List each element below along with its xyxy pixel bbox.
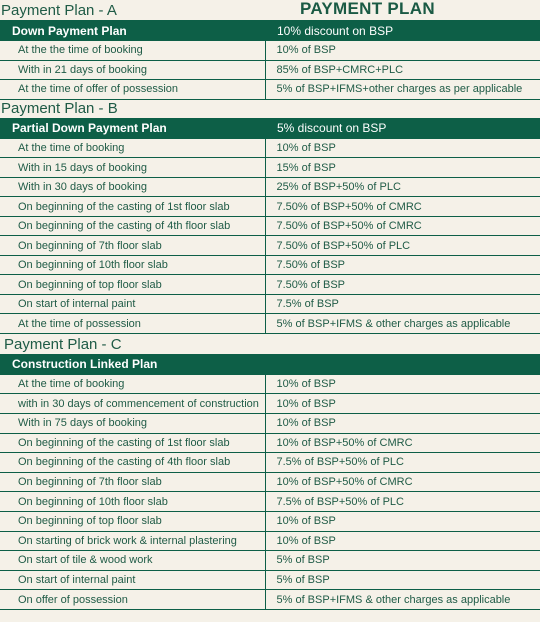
- payment-cell: 10% of BSP: [265, 375, 540, 394]
- milestone-cell: At the time of possession: [0, 314, 265, 334]
- payment-cell: 10% of BSP: [265, 531, 540, 551]
- table-row: [0, 41, 540, 60]
- payment-cell: 7.50% of BSP+50% of CMRC: [265, 197, 540, 217]
- table-row: [0, 158, 540, 178]
- payment-cell: 7.50% of BSP+50% of PLC: [265, 236, 540, 256]
- plan-c-title: Payment Plan - C: [4, 335, 122, 353]
- plan-a-title: Payment Plan - A: [1, 2, 117, 19]
- milestone-cell: On beginning of 10th floor slab: [0, 255, 265, 275]
- plan-c-name: Construction Linked Plan: [0, 354, 265, 375]
- milestone-cell: With in 15 days of booking: [0, 158, 265, 178]
- milestone-cell: On starting of brick work & internal plastering: [0, 531, 265, 551]
- table-row: [0, 197, 540, 217]
- milestone-cell: With in 21 days of booking: [0, 60, 265, 80]
- plan-a-header-row: [0, 20, 540, 41]
- milestone-cell: At the time of booking: [0, 375, 265, 394]
- table-row: [0, 314, 540, 334]
- table-row: [0, 60, 540, 80]
- payment-cell: 85% of BSP+CMRC+PLC: [265, 60, 540, 80]
- milestone-cell: On beginning of top floor slab: [0, 511, 265, 531]
- milestone-cell: On beginning of 10th floor slab: [0, 492, 265, 512]
- plan-b-table: [0, 118, 540, 334]
- page-title: PAYMENT PLAN: [300, 0, 435, 18]
- plan-b-discount: 5% discount on BSP: [265, 118, 540, 139]
- milestone-cell: At the the time of booking: [0, 41, 265, 60]
- plan-c-header-row: [0, 354, 540, 375]
- milestone-cell: On beginning of the casting of 4th floor slab: [0, 216, 265, 236]
- table-row: [0, 177, 540, 197]
- plan-b-title: Payment Plan - B: [1, 99, 118, 117]
- milestone-cell: At the time of offer of possession: [0, 80, 265, 100]
- payment-cell: 5% of BSP: [265, 551, 540, 571]
- milestone-cell: At the time of booking: [0, 139, 265, 158]
- payment-cell: 10% of BSP: [265, 41, 540, 60]
- milestone-cell: On offer of possession: [0, 590, 265, 610]
- table-row: [0, 139, 540, 158]
- plan-a-discount: 10% discount on BSP: [265, 20, 540, 41]
- table-row: [0, 394, 540, 414]
- milestone-cell: With in 75 days of booking: [0, 413, 265, 433]
- plan-c-table: [0, 354, 540, 610]
- plan-b-name: Partial Down Payment Plan: [0, 118, 265, 139]
- payment-cell: 10% of BSP: [265, 394, 540, 414]
- payment-cell: 7.50% of BSP+50% of CMRC: [265, 216, 540, 236]
- table-row: [0, 433, 540, 453]
- payment-cell: 10% of BSP+50% of CMRC: [265, 472, 540, 492]
- plan-a-table: [0, 20, 540, 100]
- payment-cell: 7.5% of BSP: [265, 294, 540, 314]
- payment-cell: 5% of BSP+IFMS & other charges as applicable: [265, 314, 540, 334]
- payment-cell: 15% of BSP: [265, 158, 540, 178]
- payment-cell: 10% of BSP: [265, 139, 540, 158]
- table-row: [0, 570, 540, 590]
- payment-cell: 10% of BSP+50% of CMRC: [265, 433, 540, 453]
- milestone-cell: On beginning of the casting of 1st floor slab: [0, 197, 265, 217]
- table-row: [0, 275, 540, 295]
- table-row: [0, 294, 540, 314]
- table-row: [0, 453, 540, 473]
- table-row: [0, 531, 540, 551]
- table-row: [0, 216, 540, 236]
- milestone-cell: With in 30 days of booking: [0, 177, 265, 197]
- table-row: [0, 236, 540, 256]
- table-row: [0, 375, 540, 394]
- milestone-cell: On beginning of 7th floor slab: [0, 236, 265, 256]
- milestone-cell: On beginning of the casting of 4th floor slab: [0, 453, 265, 473]
- milestone-cell: with in 30 days of commencement of construction: [0, 394, 265, 414]
- table-row: [0, 472, 540, 492]
- milestone-cell: On start of tile & wood work: [0, 551, 265, 571]
- table-row: [0, 551, 540, 571]
- payment-cell: 10% of BSP: [265, 511, 540, 531]
- milestone-cell: On beginning of the casting of 1st floor slab: [0, 433, 265, 453]
- table-row: [0, 413, 540, 433]
- payment-cell: 7.5% of BSP+50% of PLC: [265, 453, 540, 473]
- payment-cell: 10% of BSP: [265, 413, 540, 433]
- plan-a-name: Down Payment Plan: [0, 20, 265, 41]
- payment-cell: 7.5% of BSP+50% of PLC: [265, 492, 540, 512]
- table-row: [0, 492, 540, 512]
- milestone-cell: On start of internal paint: [0, 294, 265, 314]
- plan-b-header-row: [0, 118, 540, 139]
- payment-cell: 7.50% of BSP: [265, 255, 540, 275]
- plan-c-discount: [265, 354, 540, 375]
- table-row: [0, 80, 540, 100]
- payment-cell: 7.50% of BSP: [265, 275, 540, 295]
- payment-cell: 5% of BSP: [265, 570, 540, 590]
- payment-cell: 5% of BSP+IFMS & other charges as applicable: [265, 590, 540, 610]
- payment-cell: 25% of BSP+50% of PLC: [265, 177, 540, 197]
- table-row: [0, 590, 540, 610]
- table-row: [0, 255, 540, 275]
- table-row: [0, 511, 540, 531]
- milestone-cell: On start of internal paint: [0, 570, 265, 590]
- milestone-cell: On beginning of 7th floor slab: [0, 472, 265, 492]
- payment-cell: 5% of BSP+IFMS+other charges as per applicable: [265, 80, 540, 100]
- milestone-cell: On beginning of top floor slab: [0, 275, 265, 295]
